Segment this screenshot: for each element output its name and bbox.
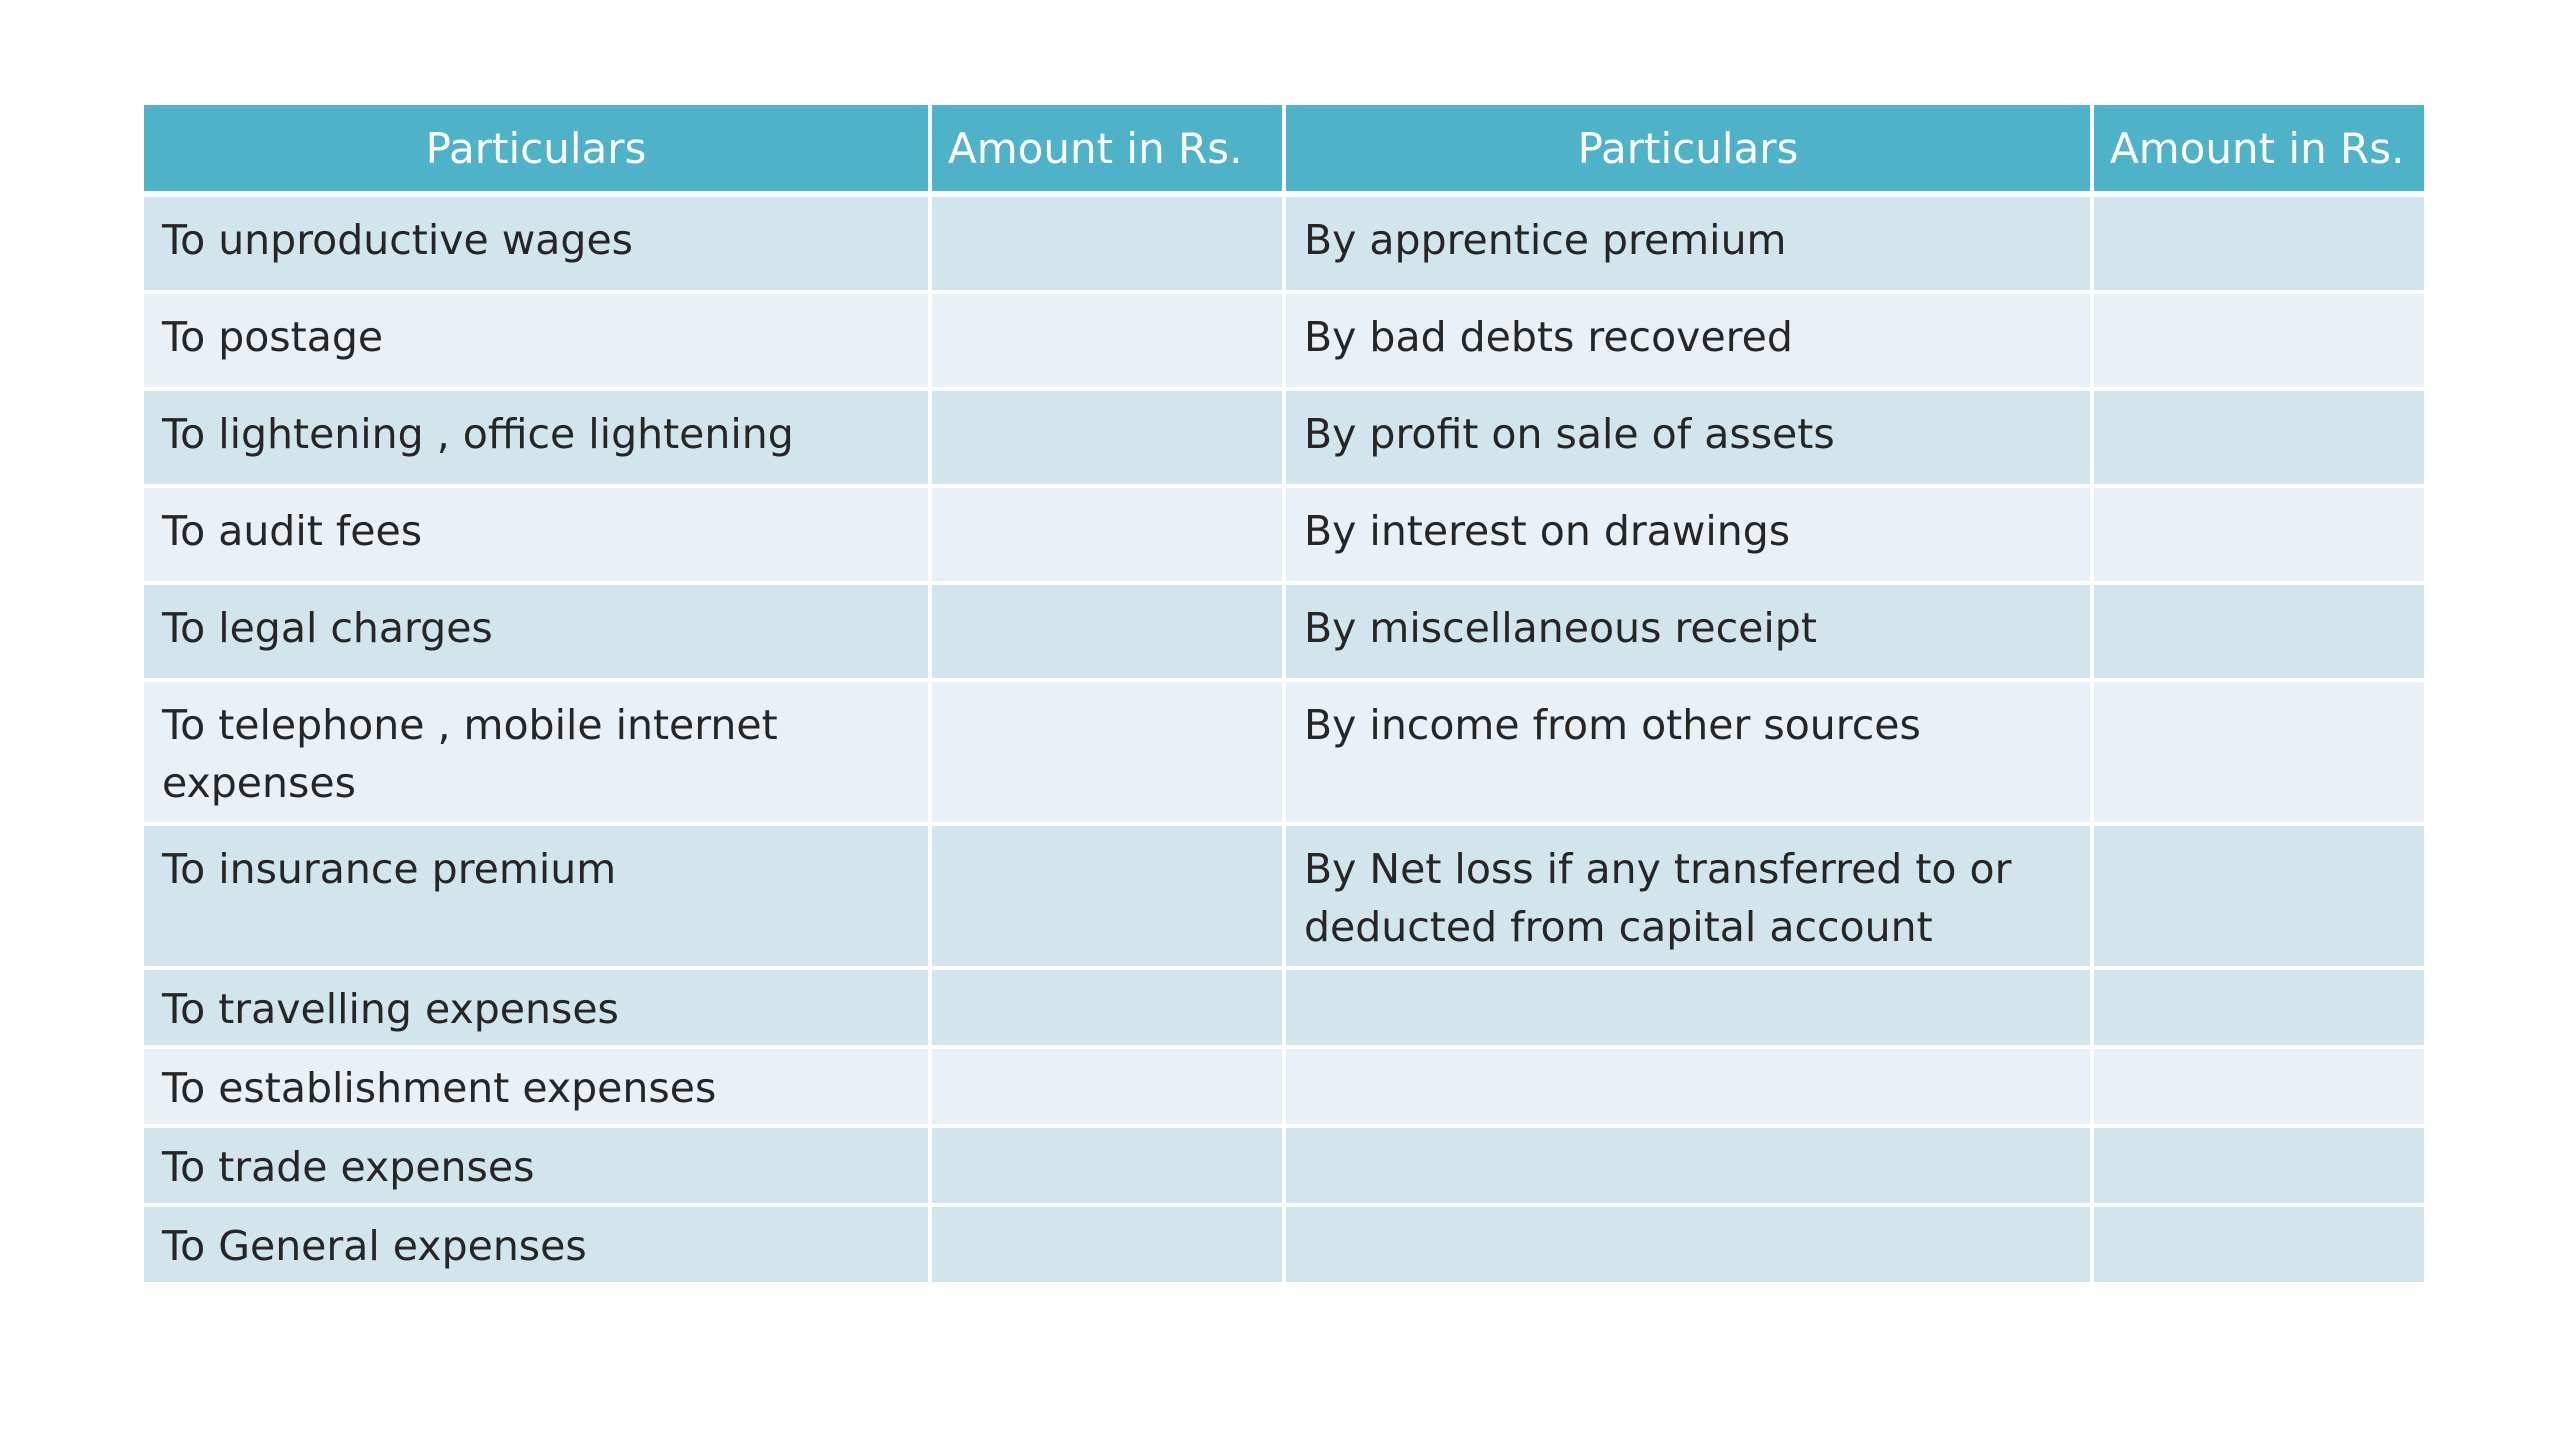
table-row — [144, 826, 2424, 970]
credit-amount — [2094, 197, 2424, 294]
table-row — [144, 294, 2424, 391]
debit-amount — [932, 585, 1286, 682]
table-header — [144, 105, 2424, 197]
credit-amount — [2094, 585, 2424, 682]
debit-particular: To audit fees — [144, 488, 932, 585]
debit-amount — [932, 970, 1286, 1049]
credit-particular — [1286, 1207, 2094, 1286]
debit-amount — [932, 1049, 1286, 1128]
debit-amount — [932, 682, 1286, 826]
debit-amount — [932, 294, 1286, 391]
debit-amount — [932, 1207, 1286, 1286]
credit-amount — [2094, 488, 2424, 585]
credit-particular: By Net loss if any transferred to or deducted from capital account — [1286, 826, 2094, 970]
debit-particular: To General expenses — [144, 1207, 932, 1286]
credit-amount — [2094, 970, 2424, 1049]
table-row — [144, 391, 2424, 488]
credit-amount — [2094, 391, 2424, 488]
credit-particular — [1286, 1128, 2094, 1207]
header-particulars-credit: Particulars — [1286, 105, 2094, 197]
table-row — [144, 585, 2424, 682]
debit-particular: To travelling expenses — [144, 970, 932, 1049]
debit-particular: To legal charges — [144, 585, 932, 682]
credit-particular — [1286, 970, 2094, 1049]
debit-particular: To insurance premium — [144, 826, 932, 970]
credit-amount — [2094, 1049, 2424, 1128]
debit-particular: To postage — [144, 294, 932, 391]
debit-particular: To trade expenses — [144, 1128, 932, 1207]
credit-particular: By profit on sale of assets — [1286, 391, 2094, 488]
credit-amount — [2094, 682, 2424, 826]
table-row — [144, 970, 2424, 1049]
table-row — [144, 682, 2424, 826]
ledger-table — [144, 105, 2424, 1286]
debit-amount — [932, 826, 1286, 970]
table-row — [144, 1049, 2424, 1128]
debit-particular: To establishment expenses — [144, 1049, 932, 1128]
credit-amount — [2094, 294, 2424, 391]
header-particulars-debit: Particulars — [144, 105, 932, 197]
table-row — [144, 1128, 2424, 1207]
credit-particular: By income from other sources — [1286, 682, 2094, 826]
header-amount-debit: Amount in Rs. — [932, 105, 1286, 197]
table-row — [144, 1207, 2424, 1286]
credit-particular: By interest on drawings — [1286, 488, 2094, 585]
table-row — [144, 197, 2424, 294]
credit-amount — [2094, 1128, 2424, 1207]
credit-particular: By apprentice premium — [1286, 197, 2094, 294]
header-row — [144, 105, 2424, 197]
table-body — [144, 197, 2424, 1286]
debit-amount — [932, 391, 1286, 488]
credit-amount — [2094, 1207, 2424, 1286]
credit-amount — [2094, 826, 2424, 970]
table-row — [144, 488, 2424, 585]
header-amount-credit: Amount in Rs. — [2094, 105, 2424, 197]
credit-particular: By bad debts recovered — [1286, 294, 2094, 391]
debit-amount — [932, 488, 1286, 585]
debit-particular: To unproductive wages — [144, 197, 932, 294]
credit-particular: By miscellaneous receipt — [1286, 585, 2094, 682]
debit-particular: To lightening , office lightening — [144, 391, 932, 488]
debit-particular: To telephone , mobile internet expenses — [144, 682, 932, 826]
credit-particular — [1286, 1049, 2094, 1128]
debit-amount — [932, 197, 1286, 294]
debit-amount — [932, 1128, 1286, 1207]
